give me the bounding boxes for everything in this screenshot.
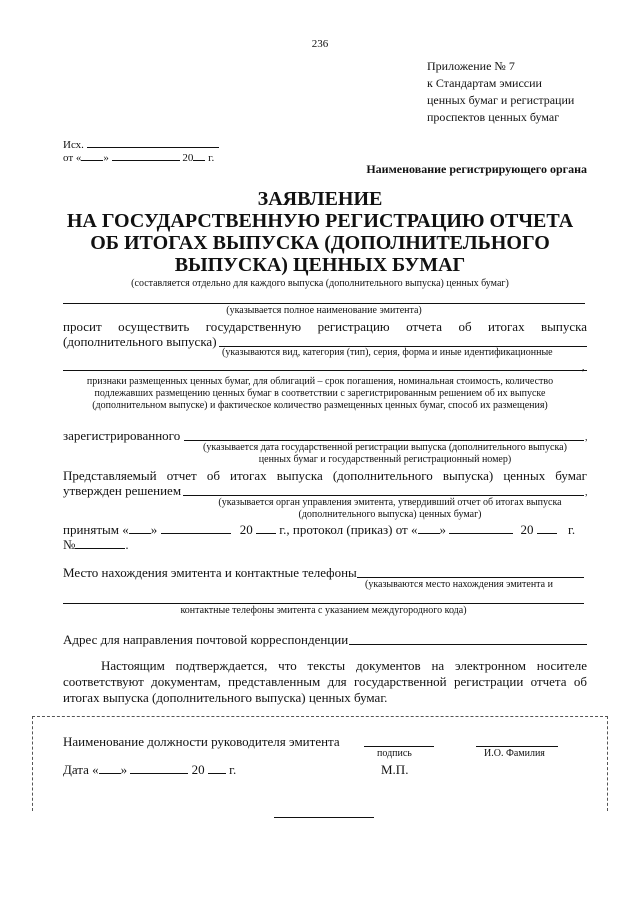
title-line: ОБ ИТОГАХ ВЫПУСКА (ДОПОЛНИТЕЛЬНОГО: [90, 232, 550, 254]
registration-field[interactable]: [184, 440, 584, 441]
year-suffix: г.: [229, 762, 237, 777]
confirmation-text: соответствуют документам, представленным для государственной регистрации отчета об: [63, 674, 587, 689]
securities-hint: признаки размещенных ценных бумаг, для облигаций – срок погашения, номинальная стоимость, количество: [86, 376, 554, 387]
registration-hint: ценных бумаг и государственный регистрационный номер): [258, 454, 512, 465]
comma: ,: [582, 362, 585, 373]
confirmation-text: Настоящим подтверждается, что тексты документов на электронном носителе: [101, 658, 587, 673]
outgoing-day-field[interactable]: [81, 150, 103, 161]
stamp-label: М.П.: [381, 762, 409, 777]
signature-hint: подпись: [377, 748, 412, 759]
adopted-day-field[interactable]: [129, 523, 151, 534]
year-prefix: 20: [239, 522, 253, 537]
sign-date-label: Дата «: [63, 762, 99, 777]
year-suffix: г.: [568, 522, 576, 537]
full-name-field[interactable]: [476, 746, 558, 747]
request-text-cont: (дополнительного выпуска): [63, 334, 217, 349]
securities-hint: (дополнительном выпуске) и фактическое количество размещенных ценных бумаг, способ их размещения): [92, 400, 548, 411]
page-number: 236: [311, 38, 329, 50]
appendix-line: Приложение № 7: [427, 59, 515, 73]
location-hint: (указываются место нахождения эмитента и: [365, 579, 553, 590]
outgoing-month-field[interactable]: [112, 150, 180, 161]
signature-field[interactable]: [364, 746, 434, 747]
protocol-label: г., протокол (приказ) от «: [279, 522, 418, 537]
protocol-month-field[interactable]: [449, 523, 513, 534]
year-prefix: 20: [191, 762, 205, 777]
outgoing-year-field[interactable]: [193, 150, 205, 161]
title-line: ВЫПУСКА) ЦЕННЫХ БУМАГ: [174, 254, 466, 276]
year-prefix: 20: [520, 522, 534, 537]
confirmation-text: итогах выпуска (дополнительного выпуска) ценных бумаг.: [63, 690, 388, 705]
full-name-hint: И.О. Фамилия: [484, 748, 545, 759]
comma: ,: [585, 487, 588, 498]
title-note: (составляется отдельно для каждого выпуска (дополнительного выпуска) ценных бумаг): [131, 278, 509, 289]
report-approved-label: утвержден решением: [63, 483, 182, 498]
approval-hint: (указывается орган управления эмитента, утвердивший отчет об итогах выпуска: [218, 497, 562, 508]
outgoing-date-prefix: от «: [63, 152, 82, 164]
footer-divider: [274, 817, 374, 818]
title-line: НА ГОСУДАРСТВЕННУЮ РЕГИСТРАЦИЮ ОТЧЕТА: [66, 210, 574, 232]
title-line: ЗАЯВЛЕНИЕ: [257, 188, 383, 210]
sign-year-field[interactable]: [208, 763, 226, 774]
sign-day-field[interactable]: [99, 763, 121, 774]
protocol-day-field[interactable]: [418, 523, 440, 534]
outgoing-number-label: Исх.: [63, 139, 84, 151]
approval-hint: (дополнительного выпуска) ценных бумаг): [298, 509, 482, 520]
position-label: Наименование должности руководителя эмитента: [63, 734, 340, 749]
location-hint: контактные телефоны эмитента с указанием междугородного кода): [180, 605, 467, 616]
securities-field-cont[interactable]: [63, 370, 587, 371]
request-text: просит осуществить государственную регистрацию отчета об итогах выпуска: [63, 319, 587, 334]
securities-hint: (указываются вид, категория (тип), серия, форма и иные идентификационные: [222, 347, 553, 358]
protocol-number-field[interactable]: [75, 538, 125, 549]
protocol-year-field[interactable]: [537, 523, 557, 534]
quote-close: »: [150, 522, 158, 537]
report-text: Представляемый отчет об итогах выпуска (дополнительного выпуска) ценных бумаг: [63, 468, 587, 483]
postal-field[interactable]: [349, 644, 587, 645]
location-field-cont[interactable]: [63, 603, 584, 604]
approval-body-field[interactable]: [183, 495, 584, 496]
registration-hint: (указывается дата государственной регистрации выпуска (дополнительного выпуска): [203, 442, 567, 453]
registering-body-label: Наименование регистрирующего органа: [366, 162, 587, 176]
postal-label: Адрес для направления почтовой корреспонденции: [63, 632, 349, 647]
appendix-line: к Стандартам эмиссии: [427, 76, 542, 90]
period: .: [125, 537, 129, 552]
adopted-year-field[interactable]: [256, 523, 276, 534]
year-suffix: г.: [208, 152, 215, 164]
location-field[interactable]: [357, 577, 584, 578]
securities-hint: подлежавших размещению ценных бумаг в соответствии с зарегистрированным решением об их выпуске: [94, 388, 546, 399]
issuer-name-field[interactable]: [63, 303, 585, 304]
year-prefix: 20: [182, 152, 194, 164]
registered-label: зарегистрированного: [63, 428, 181, 443]
outgoing-number-field[interactable]: [87, 137, 219, 148]
comma: ,: [585, 432, 588, 443]
protocol-number-label: №: [63, 537, 76, 552]
issuer-name-hint: (указывается полное наименование эмитента): [226, 305, 422, 316]
location-label: Место нахождения эмитента и контактные телефоны: [63, 565, 357, 580]
quote-close: »: [103, 152, 109, 164]
appendix-line: ценных бумаг и регистрации: [427, 93, 575, 107]
sign-month-field[interactable]: [130, 763, 188, 774]
adopted-month-field[interactable]: [161, 523, 231, 534]
adopted-label: принятым «: [63, 522, 129, 537]
appendix-line: проспектов ценных бумаг: [427, 110, 560, 124]
quote-close: »: [120, 762, 128, 777]
quote-close: »: [439, 522, 446, 537]
